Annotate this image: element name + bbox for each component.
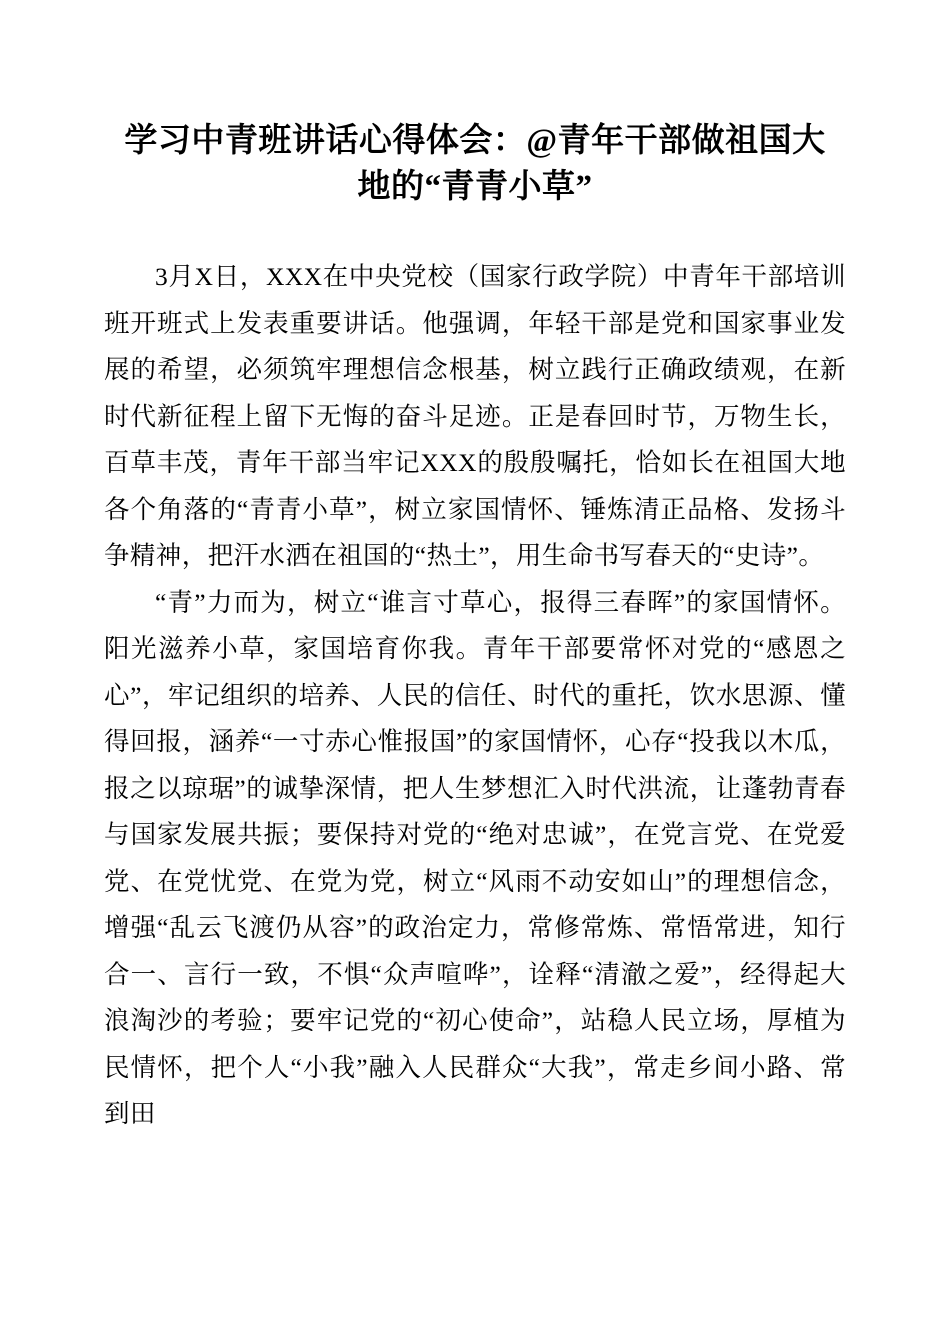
page-title: 学习中青班讲话心得体会：@青年干部做祖国大地的“青青小草” (124, 123, 826, 205)
paragraph-2: “青”力而为，树立“谁言寸草心，报得三春晖”的家国情怀。阳光滋养小草，家国培育你我。青年干部要常怀对党的“感恩之心”，牢记组织的培养、人民的信任、时代的重托，饮水思源、懂得回报，涵养“一寸赤心惟报国”的家国情怀，心存“投我以木瓜，报之以琼琚”的诚挚深情，把人生梦想汇入时代洪流，让蓬勃青春与国家发展共振；要保持对党的“绝对忠诚”，在党言党、在党爱党、在党忧党、在党为党，树立“风雨不动安如山”的理想信念，增强“乱云飞渡仍从容”的政治定力，常修常炼、常悟常进，知行合一、言行一致，不惧“众声喧哗”，诠释“清澈之爱”，经得起大浪淘沙的考验；要牢记党的“初心使命”，站稳人民立场，厚植为民情怀，把个人“小我”融入人民群众“大我”，常走乡间小路、常到田 (104, 587, 846, 1128)
document-body (104, 254, 846, 1138)
paragraph-1: 3月X日，XXX在中央党校（国家行政学院）中青年干部培训班开班式上发表重要讲话。他强调，年轻干部是党和国家事业发展的希望，必须筑牢理想信念根基，树立践行正确政绩观，在新时代新征程上留下无悔的奋斗足迹。正是春回时节，万物生长，百草丰茂，青年干部当牢记XXX的殷殷嘱托，恰如长在祖国大地各个角落的“青青小草”，树立家国情怀、锤炼清正品格、发扬斗争精神，把汗水洒在祖国的“热土”，用生命书写春天的“史诗”。 (104, 262, 846, 570)
